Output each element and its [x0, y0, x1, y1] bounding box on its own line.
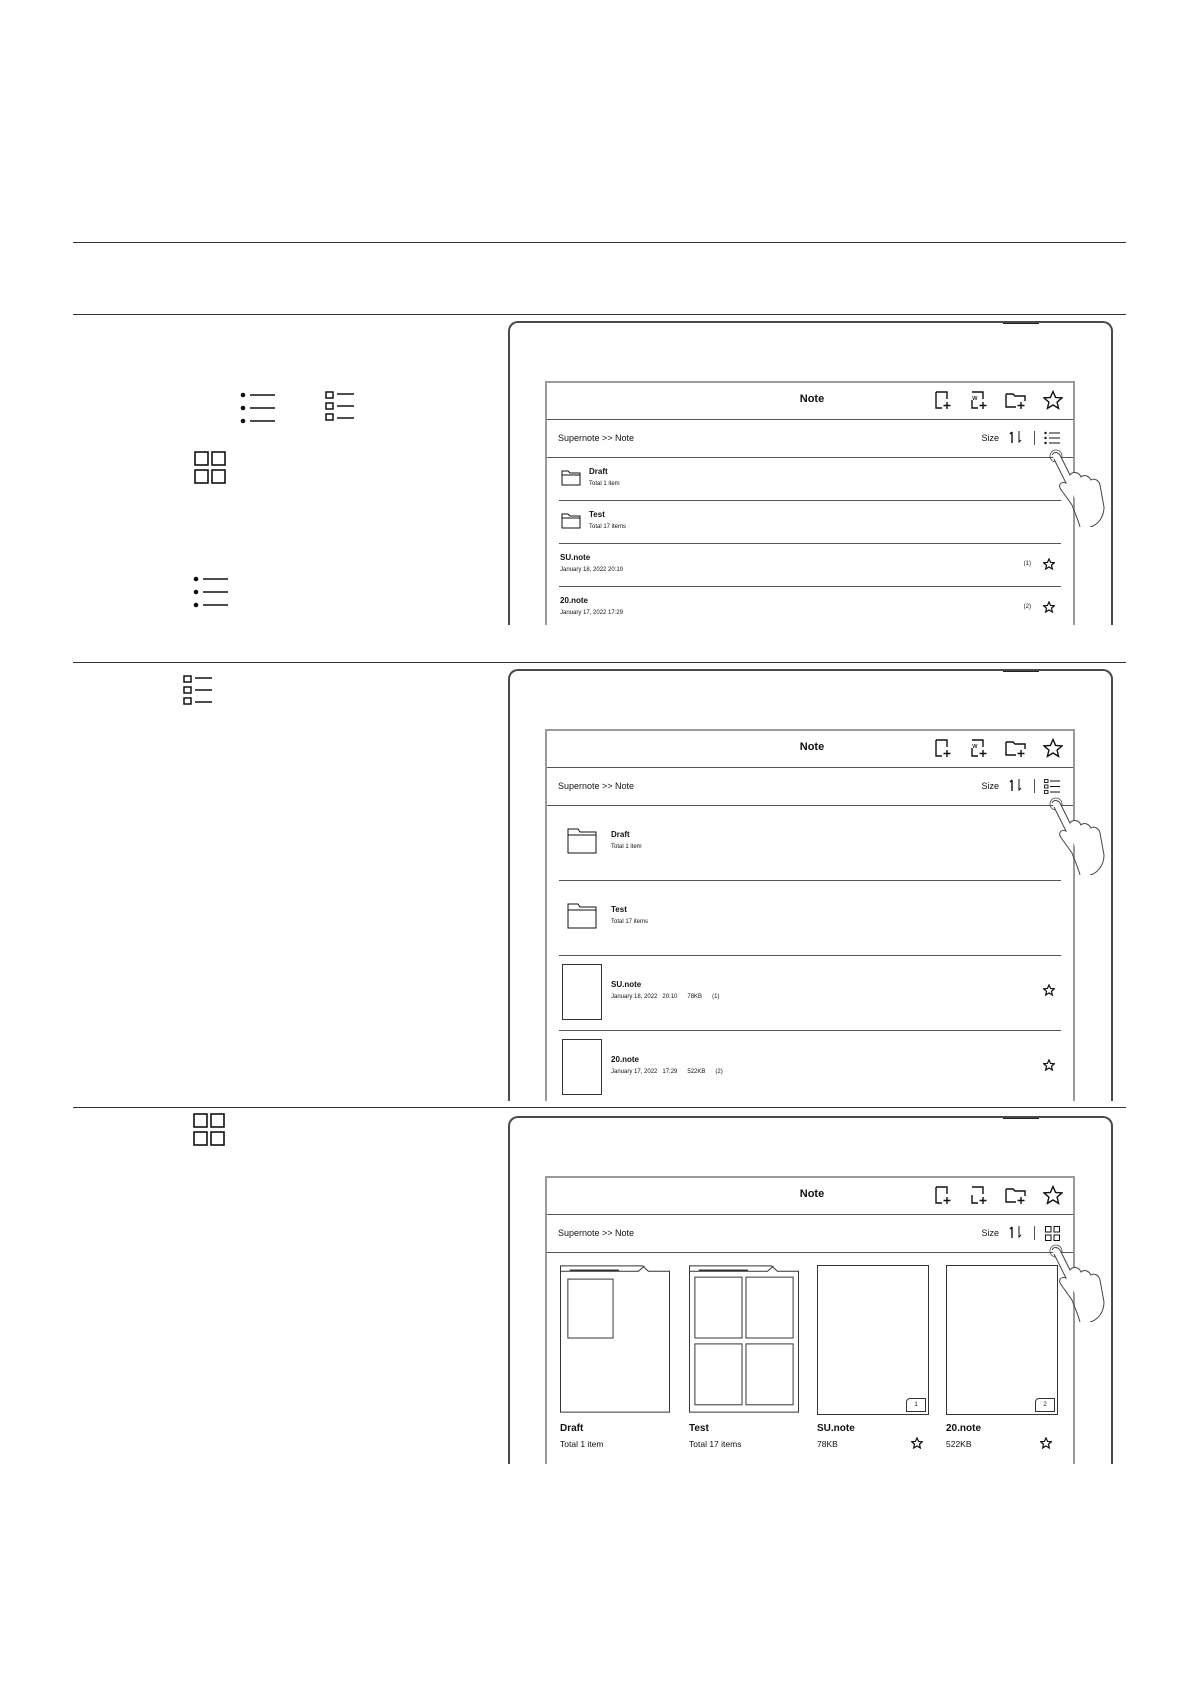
note-thumbnail — [946, 1265, 1058, 1415]
path-bar — [547, 420, 1073, 458]
item-info: Total 17 items — [689, 1439, 742, 1449]
favorites-star-icon[interactable] — [1043, 390, 1063, 410]
device-frame — [508, 669, 1113, 1101]
item-name: Test — [689, 1423, 709, 1434]
note-thumbnail — [562, 964, 602, 1020]
title-bar — [547, 1178, 1073, 1215]
list-view-icon — [193, 576, 229, 608]
separator — [1034, 779, 1035, 793]
item-name: Draft — [589, 467, 608, 476]
page-title: Note — [799, 1188, 825, 1200]
pointing-hand-icon — [1046, 447, 1106, 527]
list-item[interactable] — [559, 956, 1061, 1031]
list-item[interactable] — [559, 501, 1061, 544]
item-name: 20.note — [560, 596, 589, 605]
list-item[interactable] — [559, 458, 1061, 501]
detail-view-icon — [183, 675, 213, 705]
new-folder-icon[interactable] — [1005, 738, 1027, 758]
device-notch — [1003, 669, 1039, 672]
list-item[interactable] — [559, 544, 1061, 587]
item-name: Test — [589, 510, 605, 519]
breadcrumb[interactable]: Supernote >> Note — [558, 781, 635, 791]
grid-view-icon[interactable] — [1045, 1226, 1060, 1241]
detail-view-icon[interactable] — [1044, 779, 1060, 794]
grid-area — [547, 1253, 1073, 1463]
list-item[interactable] — [559, 587, 1061, 625]
page-title: Note — [799, 393, 825, 405]
item-name: Draft — [611, 830, 630, 839]
list-item[interactable] — [559, 1031, 1061, 1101]
item-info: Total 17 items — [611, 919, 649, 925]
item-info: January 17, 2022 17:29 522KB (2) — [611, 1069, 723, 1075]
item-info: January 17, 2022 17:29 — [560, 610, 624, 616]
star-icon[interactable] — [1043, 984, 1055, 996]
note-thumbnail — [817, 1265, 929, 1415]
star-icon[interactable] — [1043, 1059, 1055, 1071]
item-name: SU.note — [817, 1423, 855, 1434]
new-folder-icon[interactable] — [1005, 390, 1027, 410]
item-info: Total 1 item — [560, 1439, 604, 1449]
device-frame — [508, 321, 1113, 625]
list-view-icon[interactable] — [1044, 431, 1060, 445]
item-name: Draft — [560, 1423, 584, 1434]
item-name: 20.note — [946, 1423, 982, 1434]
item-info: January 18, 2022 20:10 78KB (1) — [611, 994, 720, 1000]
path-bar — [547, 1215, 1073, 1253]
item-count: (1) — [1023, 561, 1031, 567]
star-icon[interactable] — [911, 1437, 923, 1449]
star-icon[interactable] — [1043, 601, 1055, 613]
svg-text:w: w — [972, 742, 978, 750]
item-name: SU.note — [611, 980, 642, 989]
grid-tile[interactable] — [689, 1265, 803, 1449]
list-view-icon — [240, 392, 276, 424]
folder-thumbnail — [560, 1265, 670, 1413]
title-bar — [547, 731, 1073, 768]
list-item[interactable] — [559, 806, 1061, 881]
star-icon[interactable] — [1043, 558, 1055, 570]
folder-icon — [567, 828, 597, 854]
divider — [73, 662, 1126, 663]
new-note-icon[interactable] — [933, 1185, 953, 1205]
item-name: 20.note — [611, 1055, 640, 1064]
page-count-badge: 2 — [1035, 1398, 1055, 1412]
new-note-icon[interactable] — [933, 738, 953, 758]
divider — [73, 242, 1126, 243]
breadcrumb[interactable]: Supernote >> Note — [558, 1228, 635, 1238]
file-manager-screen — [545, 381, 1075, 625]
page-title: Note — [799, 741, 825, 753]
item-info: Total 1 item — [589, 481, 620, 487]
folder-icon — [567, 903, 597, 929]
item-info: Total 1 item — [611, 844, 642, 850]
page-count-badge: 1 — [906, 1398, 926, 1412]
pointing-hand-icon — [1046, 1242, 1106, 1322]
separator — [1034, 431, 1035, 445]
note-thumbnail — [562, 1039, 602, 1095]
title-bar — [547, 383, 1073, 420]
grid-tile[interactable] — [817, 1265, 931, 1449]
item-name: SU.note — [560, 553, 591, 562]
sort-size-label[interactable]: Size — [981, 781, 999, 791]
sort-order-icon[interactable] — [1009, 1225, 1023, 1239]
breadcrumb[interactable]: Supernote >> Note — [558, 433, 635, 443]
svg-text:w: w — [972, 394, 978, 402]
favorites-star-icon[interactable] — [1043, 738, 1063, 758]
new-word-doc-icon[interactable] — [969, 738, 989, 758]
folder-icon — [561, 470, 581, 486]
item-name: Test — [611, 905, 627, 914]
divider — [73, 1107, 1126, 1108]
pointing-hand-icon — [1046, 795, 1106, 875]
path-bar — [547, 768, 1073, 806]
grid-view-icon — [193, 1113, 225, 1147]
device-frame — [508, 1116, 1113, 1464]
grid-tile[interactable] — [946, 1265, 1060, 1449]
device-notch — [1003, 321, 1039, 324]
device-notch — [1003, 1116, 1039, 1119]
new-word-doc-icon[interactable] — [969, 390, 989, 410]
favorites-star-icon[interactable] — [1043, 1185, 1063, 1205]
sort-order-icon[interactable] — [1009, 778, 1023, 792]
sort-size-label[interactable]: Size — [981, 1228, 999, 1238]
new-folder-icon[interactable] — [1005, 1185, 1027, 1205]
new-note-icon[interactable] — [933, 390, 953, 410]
new-word-doc-icon[interactable] — [969, 1185, 989, 1205]
star-icon[interactable] — [1040, 1437, 1052, 1449]
grid-tile[interactable] — [560, 1265, 674, 1449]
file-manager-screen — [545, 729, 1075, 1101]
file-manager-screen — [545, 1176, 1075, 1464]
item-info: January 18, 2022 20:10 — [560, 567, 624, 573]
folder-icon — [561, 513, 581, 529]
detail-view-icon — [325, 391, 355, 421]
item-info: 78KB — [817, 1439, 838, 1449]
item-count: (2) — [1023, 604, 1031, 610]
list-item[interactable] — [559, 881, 1061, 956]
sort-order-icon[interactable] — [1009, 430, 1023, 444]
divider — [73, 314, 1126, 315]
item-info: 522KB — [946, 1439, 972, 1449]
folder-thumbnail — [689, 1265, 799, 1413]
grid-view-icon — [194, 451, 226, 485]
separator — [1034, 1226, 1035, 1240]
item-info: Total 17 items — [589, 524, 627, 530]
sort-size-label[interactable]: Size — [981, 433, 999, 443]
